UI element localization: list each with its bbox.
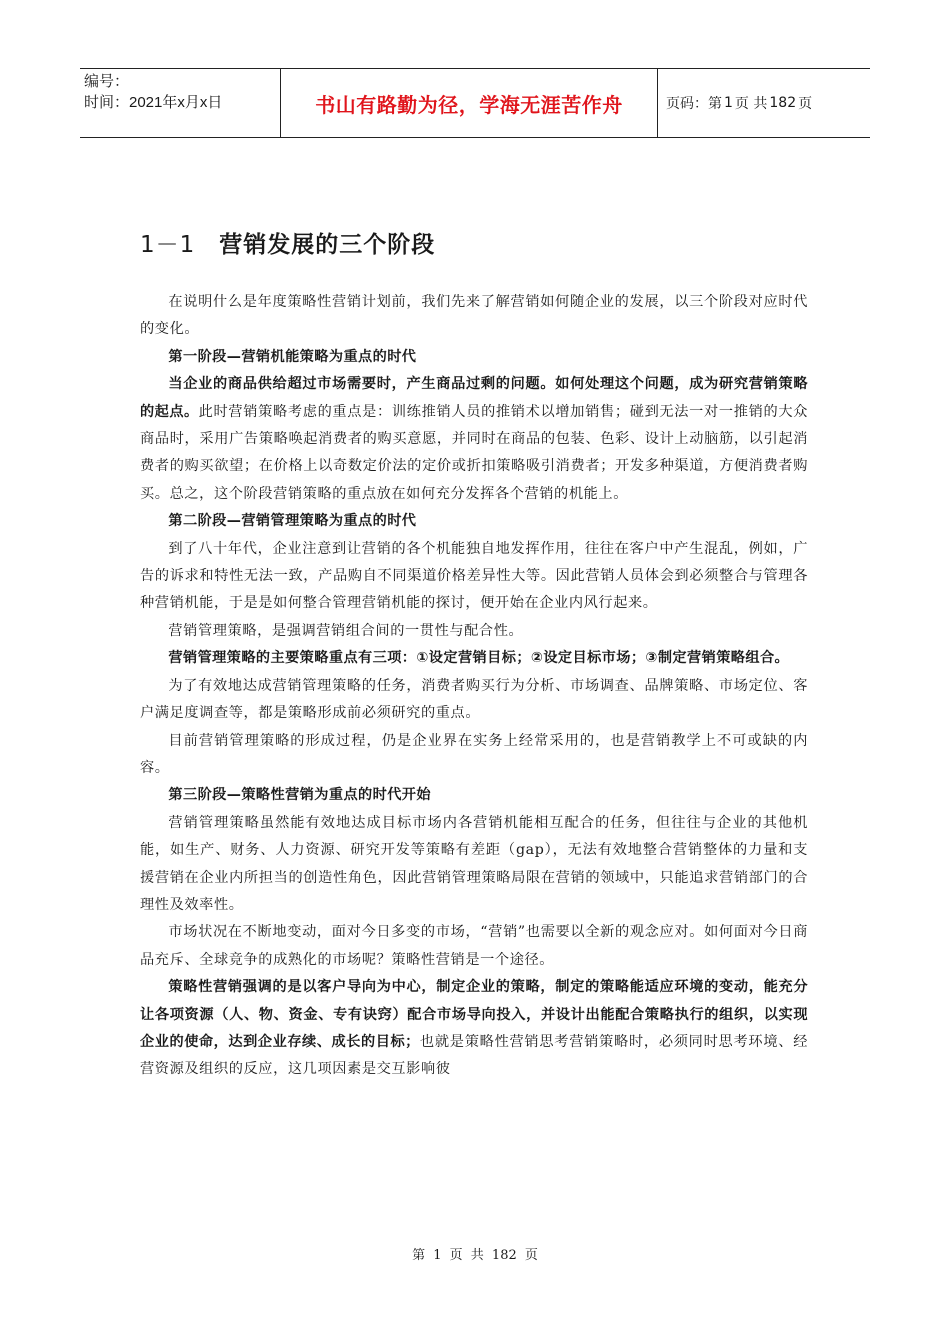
paragraph-stage-1 <box>140 371 808 508</box>
page-mid: 页 共 <box>734 96 768 112</box>
paragraph-stage-2: 到了八十年代，企业注意到让营销的各个机能独自地发挥作用，往往在客户中产生混乱，例如，广告的诉求和特性无法一致，产品购自不同渠道价格差异性大等。因此营销人员体会到必须整合与管理各种营销机能，于是是如何整合管理营销机能的探讨，便开始在企业内风行起来。 <box>140 540 808 612</box>
page-label: 页码：第 <box>666 96 722 112</box>
page-end: 页 <box>798 96 813 112</box>
paragraph-market: 市场状况在不断地变动，面对今日多变的市场，“营销”也需要以全新的观念应对。如何面对今日商品充斥、全球竞争的成熟化的市场呢？策略性营销是一个途径。 <box>140 924 808 968</box>
paragraph-key-points: 营销管理策略的主要策略重点有三项：①设定营销目标；②设定目标市场；③制定营销策略组合。 <box>168 650 790 667</box>
paragraph-management: 营销管理策略，是强调营销组合间的一贯性与配合性。 <box>168 622 524 639</box>
paragraph-stage-1-bold: 当企业的商品供给超过市场需要时，产生商品过剩的问题。如何处理这个问题，成为研究营销策略的起点。 <box>140 376 808 420</box>
section-title <box>140 226 435 259</box>
body-text <box>140 289 808 1084</box>
stage-2-heading: 第二阶段—营销管理策略为重点的时代 <box>168 513 417 530</box>
section-title-text: 营销发展的三个阶段 <box>219 232 436 258</box>
header-motto: 书山有路勤为径，学海无涯苦作舟 <box>280 69 658 137</box>
paragraph-research: 为了有效地达成营销管理策略的任务，消费者购买行为分析、市场调查、品牌策略、市场定位、客户满足度调查等，都是策略形成前必须研究的重点。 <box>140 677 808 722</box>
page-footer: 第 1 页 共 182 页 <box>412 1248 538 1263</box>
stage-3-heading: 第三阶段—策略性营销为重点的时代开始 <box>168 787 431 804</box>
page-header <box>80 68 870 138</box>
paragraph-strategic-bold: 策略性营销强调的是以客户导向为中心，制定企业的策略，制定的策略能适应环境的变动，能充分让各项资源（人、物、资金、专有诀窍）配合市场导向投入，并设计出能配合策略执行的组织，以实现企业的使命，达到企业存续、成长的目标； <box>140 979 808 1050</box>
paragraph-stage-3: 营销管理策略虽然能有效地达成目标市场内各营销机能相互配合的任务，但往往与企业的其他机能，如生产、财务、人力资源、研究开发等策略有差距（gap），无法有效地整合营销整体的力量和支援营销在企业内所担当的创造性角色，因此营销管理策略局限在营销的领域中，只能追求营销部门的合理性及效率性。 <box>140 814 808 913</box>
page-number: 1 <box>724 95 733 111</box>
paragraph-stage-1-rest: 此时营销策略考虑的重点是：训练推销人员的推销术以增加销售；碰到无法一对一推销的大众商品时，采用广告策略唤起消费者的购买意愿，并同时在商品的包装、色彩、设计上动脑筋，以引起消费者的购买欲望；在价格上以奇数定价法的定价或折扣策略吸引消费者；开发多种渠道，方便消费者购买。总之，这个阶段营销策略的重点放在如何充分发挥各个营销的机能上。 <box>140 403 808 502</box>
paragraph-strategic-rest: 也就是策略性营销思考营销策略时，必须同时思考环境、经营资源及组织的反应，这几项因素是交互影响彼 <box>140 1033 808 1078</box>
stage-1-heading: 第一阶段—营销机能策略为重点的时代 <box>168 348 417 365</box>
paragraph-intro: 在说明什么是年度策略性营销计划前，我们先来了解营销如何随企业的发展，以三个阶段对应时代的变化。 <box>140 294 808 338</box>
page-total: 182 <box>769 95 797 111</box>
header-page-info <box>658 69 870 137</box>
number-label: 编号： <box>84 73 130 90</box>
section-number: 1－1 <box>140 232 196 258</box>
paragraph-current: 目前营销管理策略的形成过程，仍是企业界在实务上经常采用的，也是营销教学上不可或缺的内容。 <box>140 732 808 776</box>
date-label: 时间：2021年x月x日 <box>84 94 223 111</box>
header-meta <box>80 69 280 137</box>
paragraph-strategic <box>140 974 808 1084</box>
